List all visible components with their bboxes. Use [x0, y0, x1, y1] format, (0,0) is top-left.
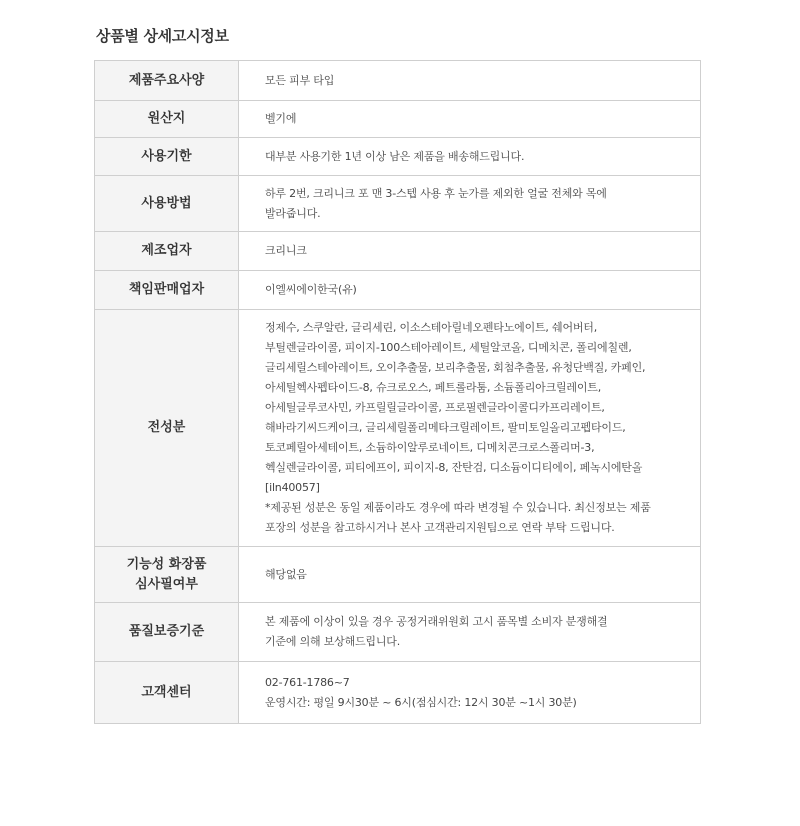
row-value-text: [iln40057] [265, 481, 320, 494]
row-value-text: 부틸렌글라이콜, 피이지-100스테아레이트, 세틸알코올, 디메치콘, 폴리에칠렌, [265, 341, 632, 354]
table-row [95, 101, 701, 138]
row-value-text: 발라줍니다. [265, 206, 321, 220]
row-label [95, 271, 239, 310]
table-row [95, 271, 701, 310]
row-label [95, 662, 239, 724]
table-row [95, 138, 701, 176]
row-value-text: 02-761-1786~7 [265, 675, 350, 689]
row-label [95, 138, 239, 176]
row-value [239, 547, 701, 603]
row-value-text: 헥실렌글라이콜, 피티에프이, 피이지-8, 잔탄검, 디소듐이디티에이, 페녹시에탄올 [265, 461, 643, 474]
row-value-text: 아세틸헥사펩타이드-8, 슈크로오스, 페트롤라툼, 소듐폴리아크릴레이트, [265, 381, 601, 394]
row-label-text: 심사필여부 [135, 576, 198, 592]
row-label [95, 101, 239, 138]
row-value [239, 176, 701, 232]
row-value-text: 해당없음 [265, 567, 307, 581]
row-label-text: 고객센터 [141, 684, 192, 700]
row-value [239, 603, 701, 662]
row-value [239, 138, 701, 176]
row-label-text: 사용기한 [141, 148, 192, 164]
row-value [239, 662, 701, 724]
row-label-text: 사용방법 [141, 195, 192, 211]
row-label-text: 책임판매업자 [128, 282, 205, 297]
row-value [239, 232, 701, 271]
row-label [95, 61, 239, 101]
row-value-text: 모든 피부 타입 [265, 73, 335, 87]
row-value-text: 글리세릴스테아레이트, 오이추출물, 보리추출물, 회첨추출물, 유청단백질, 카페인, [265, 361, 646, 374]
row-label-text: 기능성 화장품 [126, 556, 207, 572]
row-label-text: 제품주요사양 [128, 72, 205, 88]
row-label-text: 제조업자 [141, 243, 192, 258]
table-row [95, 310, 701, 547]
row-label-text: 원산지 [147, 111, 186, 126]
row-value [239, 61, 701, 101]
row-label-text: 전성분 [147, 420, 186, 435]
row-value-text: 아세틸글루코사민, 카프릴릴글라이콜, 프로필렌글라이콜디카프리레이트, [265, 401, 605, 414]
row-value-text: 기준에 의해 보상해드립니다. [265, 635, 401, 648]
table-row [95, 176, 701, 232]
row-value-text: 크리니크 [265, 244, 307, 257]
row-value-text: 이엘씨에이한국(유) [265, 283, 357, 296]
row-value-text: *제공된 성분은 동일 제품이라도 경우에 따라 변경될 수 있습니다. 최신정보는 제품 [265, 501, 651, 514]
row-value-text: 운영시간: 평일 9시30분 ~ 6시(점심시간: 12시 30분 ~1시 30분) [265, 695, 577, 709]
row-value-text: 포장의 성분을 참고하시거나 본사 고객관리지원팀으로 연락 부탁 드립니다. [265, 521, 615, 534]
table-row [95, 547, 701, 603]
row-label-text: 품질보증기준 [128, 624, 205, 639]
table-row [95, 232, 701, 271]
row-value-text: 본 제품에 이상이 있을 경우 공정거래위원회 고시 품목별 소비자 분쟁해결 [265, 615, 608, 628]
product-info-table [94, 60, 701, 724]
row-label [95, 232, 239, 271]
row-value [239, 310, 701, 547]
row-value-text: 토코페릴아세테이트, 소듐하이알루로네이트, 디메치콘크로스폴리머-3, [265, 441, 595, 454]
table-row [95, 662, 701, 724]
row-value-text: 하루 2번, 크리니크 포 맨 3-스텝 사용 후 눈가를 제외한 얼굴 전체와 목에 [265, 186, 607, 200]
row-label [95, 176, 239, 232]
row-value-text: 벨기에 [265, 112, 297, 125]
row-label [95, 310, 239, 547]
page-title: 상품별 상세고시정보 [96, 27, 229, 45]
row-value-text: 정제수, 스쿠알란, 글리세린, 이소스테아릴네오펜타노에이트, 쉐어버터, [265, 321, 598, 334]
row-label [95, 547, 239, 603]
row-value-text: 해바라기씨드케이크, 글리세릴폴리메타크릴레이트, 팔미토일올리고펩타이드, [265, 421, 626, 434]
table-row [95, 603, 701, 662]
row-label [95, 603, 239, 662]
table-row [95, 61, 701, 101]
row-value [239, 271, 701, 310]
row-value-text: 대부분 사용기한 1년 이상 남은 제품을 배송해드립니다. [265, 149, 525, 163]
row-value [239, 101, 701, 138]
